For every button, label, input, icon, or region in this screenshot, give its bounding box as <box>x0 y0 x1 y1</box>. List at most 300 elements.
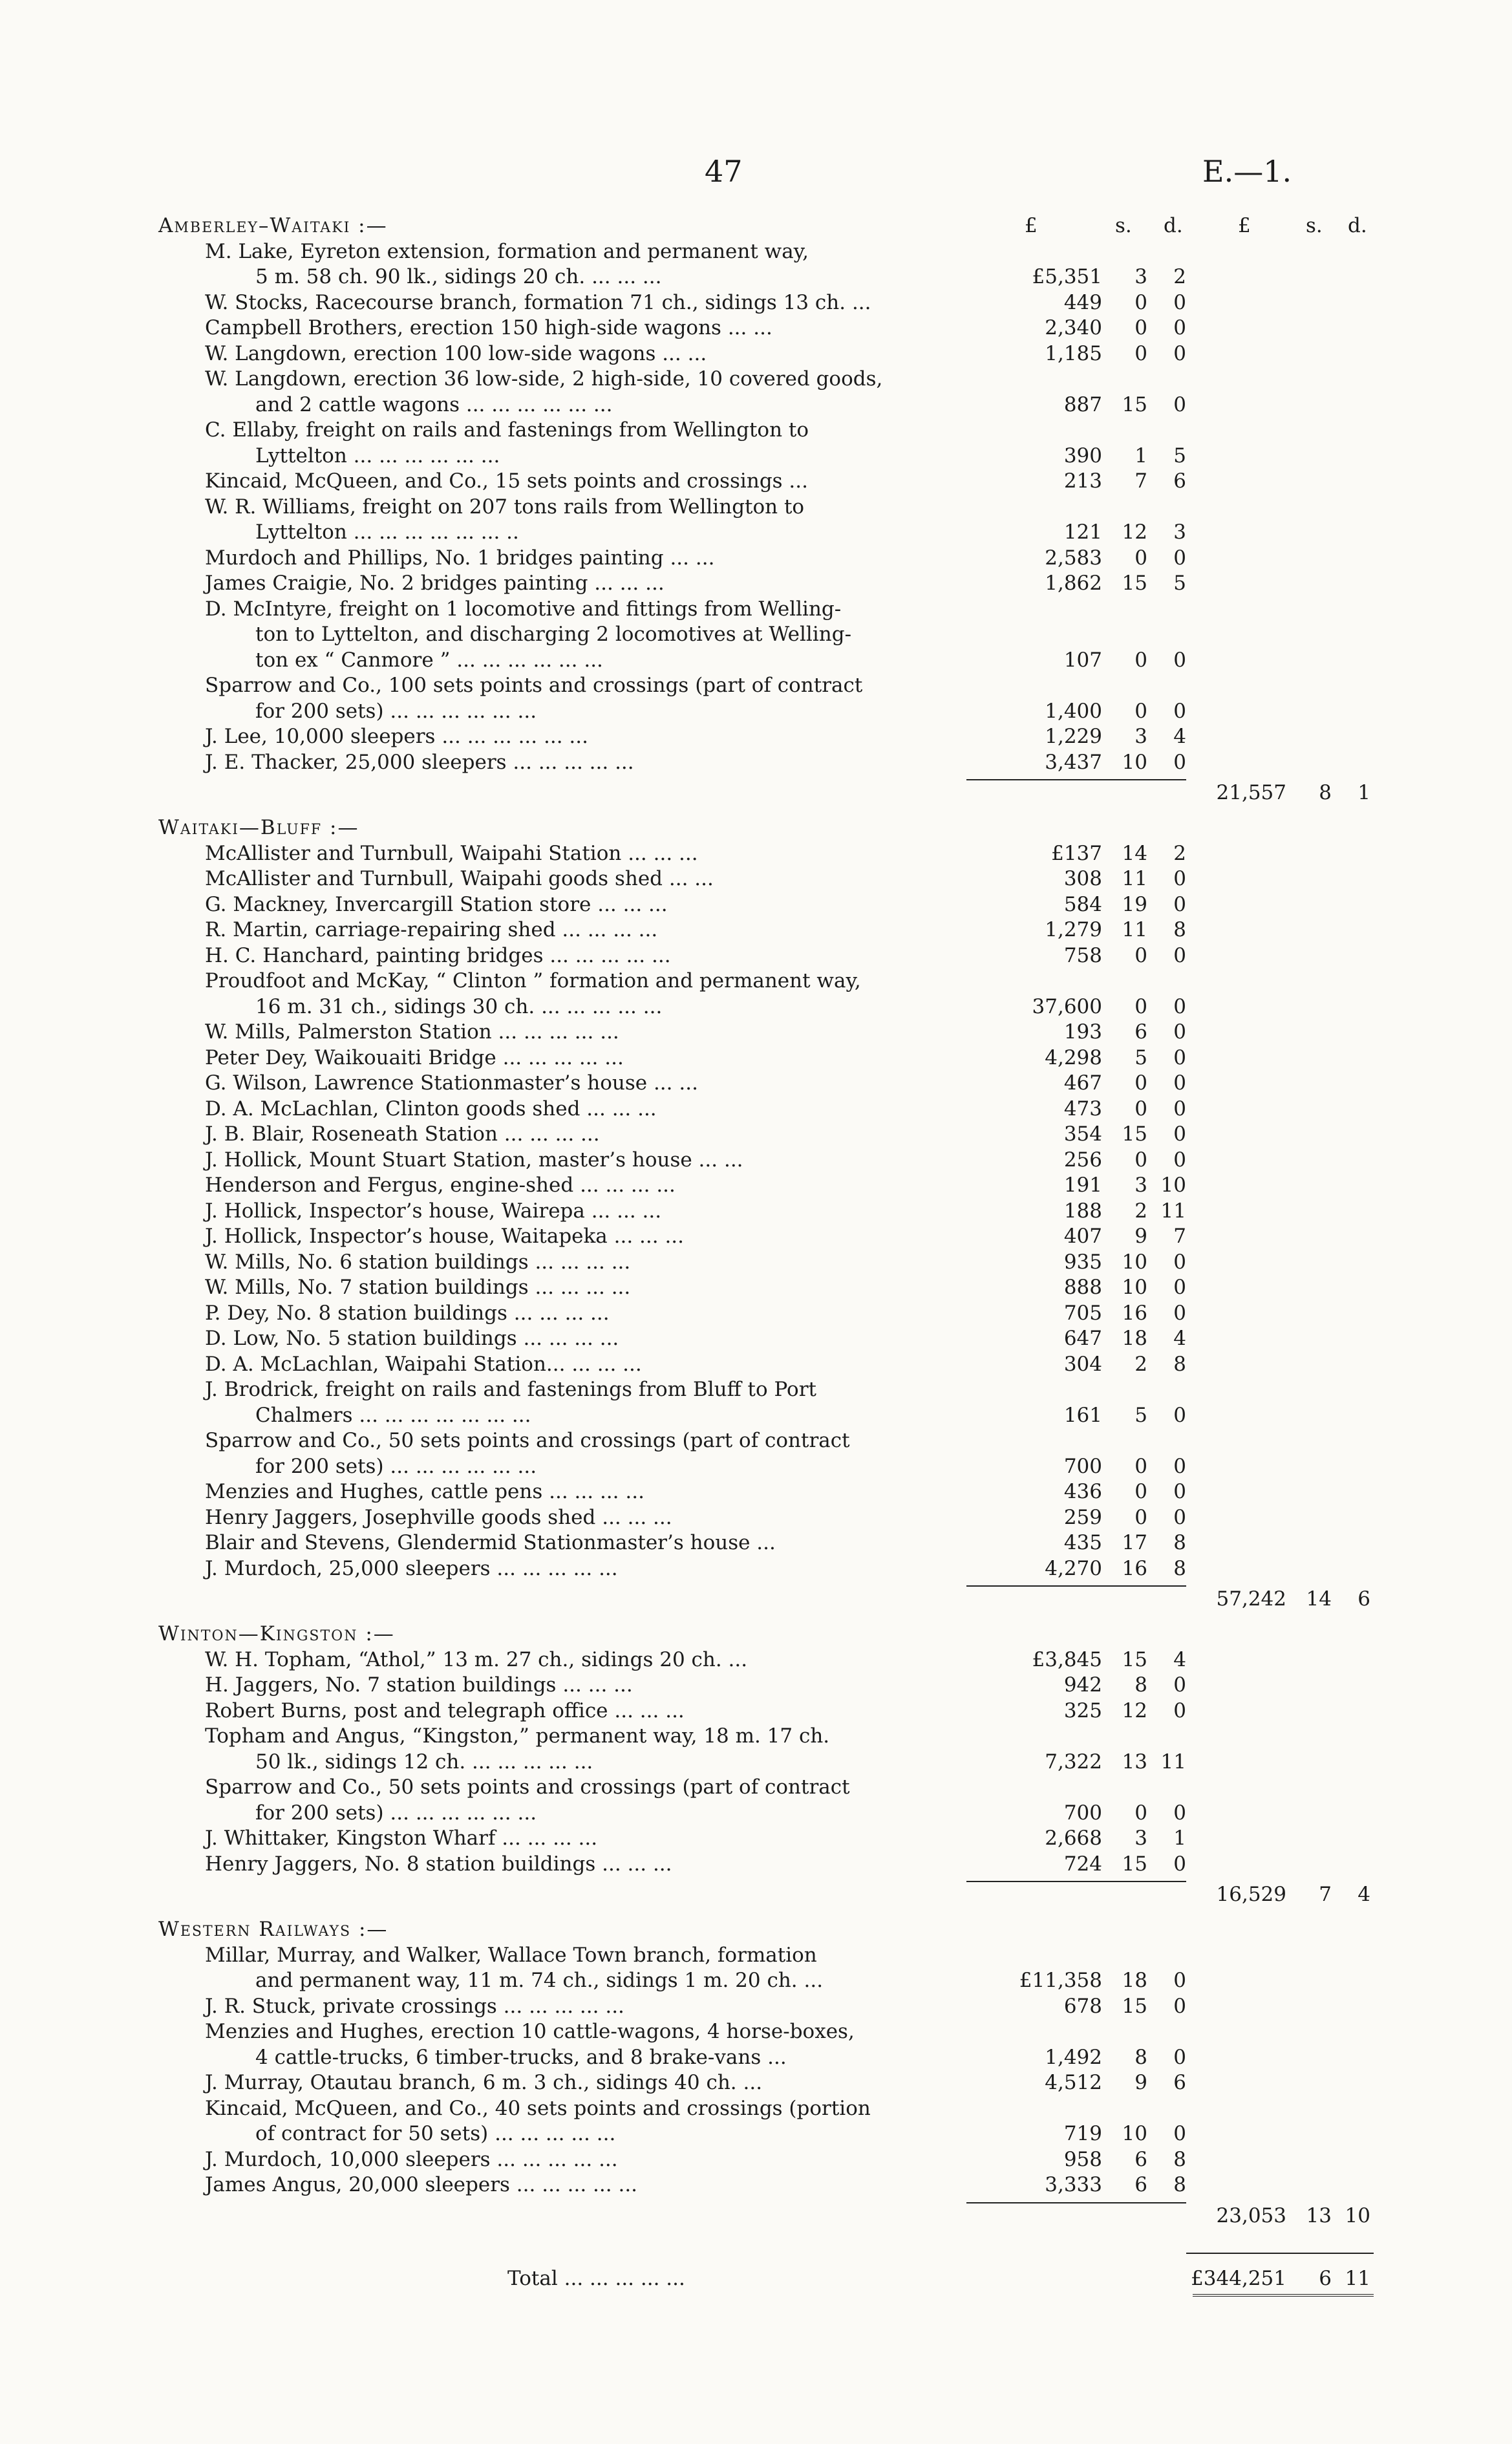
amount-shillings: 0 <box>1134 1097 1147 1120</box>
amount-pounds: 2,668 <box>1045 1827 1102 1850</box>
table-row <box>158 418 1296 469</box>
amount-pounds: £5,351 <box>1032 265 1102 288</box>
subtotal-rule <box>966 779 1186 780</box>
amount-pence: 4 <box>1173 725 1186 748</box>
section-title-text: Winton—Kingston :— <box>158 1622 395 1645</box>
description-line: J. E. Thacker, 25,000 sleepers ... ... ... ... ... <box>205 750 634 774</box>
amount-pounds: 354 <box>1063 1122 1102 1146</box>
amount-pence: 0 <box>1173 1276 1186 1299</box>
amount-shillings: 0 <box>1134 1071 1147 1095</box>
row-amount <box>158 892 1296 918</box>
amount-pence: 0 <box>1173 1250 1186 1274</box>
subtotal-shillings: 8 <box>1319 781 1332 804</box>
amount-shillings: 1 <box>1134 444 1147 467</box>
amount-shillings: 14 <box>1122 841 1147 865</box>
amount-shillings: 17 <box>1122 1531 1147 1554</box>
description-line: J. Hollick, Inspector’s house, Waitapeka ... ... ... <box>205 1225 685 1248</box>
amount-pence: 5 <box>1173 572 1186 595</box>
description-line: Topham and Angus, “Kingston,” permanent way, 18 m. 17 ch. <box>205 1724 830 1748</box>
description-line: Menzies and Hughes, cattle pens ... ... ... ... <box>205 1480 644 1503</box>
row-amount <box>158 1994 1296 2020</box>
amount-pence: 0 <box>1173 546 1186 570</box>
amount-pence: 8 <box>1173 2173 1186 2196</box>
description-line: H. C. Hanchard, painting bridges ... ... ... ... ... <box>205 943 671 967</box>
row-amount <box>158 571 1296 597</box>
row-amount <box>158 1801 1296 1827</box>
table-row <box>158 673 1296 724</box>
amount-pounds: 1,400 <box>1045 699 1102 723</box>
table-row <box>158 943 1296 969</box>
amount-pounds: 37,600 <box>1032 994 1102 1018</box>
amount-pence: 0 <box>1173 1045 1186 1069</box>
description-line: and permanent way, 11 m. 74 ch., sidings 1 m. 20 ch. ... <box>255 1969 824 1992</box>
table-row <box>158 1775 1296 1826</box>
grand-total-row <box>158 2264 1370 2293</box>
amount-pounds: 700 <box>1063 1454 1102 1478</box>
amount-pence: 0 <box>1173 392 1186 416</box>
amount-pence: 0 <box>1173 1403 1186 1427</box>
total-pence-header: d. <box>1348 214 1367 237</box>
row-amount <box>158 1020 1296 1045</box>
description-line: P. Dey, No. 8 station buildings ... ... ... ... <box>205 1301 610 1325</box>
table-row <box>158 316 1296 341</box>
row-amount <box>158 264 1296 290</box>
amount-shillings: 0 <box>1134 648 1147 672</box>
amount-shillings: 5 <box>1134 1403 1147 1427</box>
amount-pence: 0 <box>1173 1071 1186 1095</box>
table-row <box>158 495 1296 546</box>
amount-pence: 0 <box>1173 648 1186 672</box>
amount-pence: 1 <box>1173 1827 1186 1850</box>
description-line: ton to Lyttelton, and discharging 2 locomotives at Welling- <box>255 623 852 646</box>
amount-pounds: 4,512 <box>1045 2071 1102 2094</box>
row-amount <box>158 1454 1296 1480</box>
amount-pence: 4 <box>1173 1327 1186 1350</box>
subtotal-shillings: 13 <box>1306 2203 1332 2227</box>
subtotal-pounds: 16,529 <box>1216 1883 1286 1906</box>
table-row <box>158 239 1296 290</box>
amount-shillings: 9 <box>1134 2071 1147 2094</box>
amount-shillings: 18 <box>1122 1327 1147 1350</box>
row-amount <box>158 2147 1296 2173</box>
amount-pounds: 1,229 <box>1045 725 1102 748</box>
amount-shillings: 0 <box>1134 994 1147 1018</box>
total-pence: 11 <box>1345 2266 1370 2290</box>
amount-shillings: 3 <box>1134 265 1147 288</box>
amount-pounds: 4,270 <box>1045 1556 1102 1580</box>
amount-shillings: 0 <box>1134 1148 1147 1172</box>
amount-pence: 0 <box>1173 994 1186 1018</box>
table-row <box>158 1428 1296 1479</box>
row-amount <box>158 699 1296 725</box>
description-line: Henry Jaggers, No. 8 station buildings ... ... ... <box>205 1852 672 1876</box>
row-amount <box>158 841 1296 867</box>
row-amount <box>158 866 1296 892</box>
page-number: 47 <box>705 154 743 189</box>
total-shillings: 6 <box>1319 2266 1332 2290</box>
amount-pence: 0 <box>1173 1852 1186 1876</box>
row-amount <box>158 750 1296 776</box>
amount-pounds: 3,437 <box>1045 750 1102 774</box>
description-line: Peter Dey, Waikouaiti Bridge ... ... ... ... ... <box>205 1045 624 1069</box>
amount-pounds: 1,185 <box>1045 341 1102 365</box>
description-line: C. Ellaby, freight on rails and fastenings from Wellington to <box>205 418 809 442</box>
description-line: D. Low, No. 5 station buildings ... ... ... ... <box>205 1327 619 1350</box>
description-line: Henry Jaggers, Josephville goods shed ... ... ... <box>205 1505 672 1529</box>
row-amount <box>158 1403 1296 1429</box>
row-amount <box>158 341 1296 367</box>
section-title <box>158 1917 1296 1943</box>
amount-pence: 8 <box>1173 918 1186 941</box>
row-amount <box>158 469 1296 495</box>
row-amount <box>158 1673 1296 1699</box>
amount-shillings: 6 <box>1134 2147 1147 2171</box>
row-amount <box>158 520 1296 546</box>
amount-shillings: 8 <box>1134 2045 1147 2069</box>
row-amount <box>158 1556 1296 1582</box>
amount-shillings: 16 <box>1122 1556 1147 1580</box>
table-row <box>158 1556 1296 1582</box>
subtotal-pence: 10 <box>1345 2203 1370 2227</box>
subtotal-pounds: 57,242 <box>1216 1587 1286 1611</box>
total-pounds: £344,251 <box>1191 2266 1286 2290</box>
amount-pence: 0 <box>1173 1097 1186 1120</box>
amount-pence: 0 <box>1173 867 1186 890</box>
amount-pounds: 188 <box>1063 1199 1102 1223</box>
table-row <box>158 724 1296 750</box>
subtotal-pence: 1 <box>1358 781 1370 804</box>
row-amount <box>158 1968 1296 1994</box>
table-row <box>158 841 1296 867</box>
amount-shillings: 0 <box>1134 290 1147 314</box>
description-line: for 200 sets) ... ... ... ... ... ... <box>255 1454 537 1478</box>
description-line: W. Mills, No. 6 station buildings ... ... ... ... <box>205 1250 631 1274</box>
description-line: McAllister and Turnbull, Waipahi goods shed ... ... <box>205 867 714 890</box>
amount-pence: 6 <box>1173 469 1186 493</box>
table-row <box>158 1352 1296 1378</box>
section-1 <box>158 213 1370 815</box>
table-row <box>158 2070 1296 2096</box>
amount-shillings: 13 <box>1122 1750 1147 1774</box>
amount-pounds: 4,298 <box>1045 1045 1102 1069</box>
amount-pence: 3 <box>1173 520 1186 544</box>
amount-pence: 6 <box>1173 2071 1186 2094</box>
row-amount <box>158 290 1296 316</box>
amount-shillings: 3 <box>1134 1827 1147 1850</box>
amount-pounds: 467 <box>1063 1071 1102 1095</box>
amount-pence: 0 <box>1173 1122 1186 1146</box>
description-line: James Angus, 20,000 sleepers ... ... ... ... ... <box>205 2173 638 2196</box>
amount-shillings: 10 <box>1122 2122 1147 2145</box>
amount-pence: 0 <box>1173 1673 1186 1697</box>
table-row <box>158 1326 1296 1352</box>
description-line: W. Mills, No. 7 station buildings ... ... ... ... <box>205 1276 631 1299</box>
amount-shillings: 2 <box>1134 1352 1147 1376</box>
amount-pence: 0 <box>1173 316 1186 339</box>
description-line: Campbell Brothers, erection 150 high-side wagons ... ... <box>205 316 772 339</box>
section-subtotal <box>158 1877 1370 1917</box>
amount-pounds: 888 <box>1063 1276 1102 1299</box>
subtotal-pounds: 23,053 <box>1216 2203 1286 2227</box>
amount-shillings: 10 <box>1122 1250 1147 1274</box>
expenditure-table <box>158 213 1370 2293</box>
amount-pence: 0 <box>1173 1454 1186 1478</box>
section-title-text: Waitaki—Bluff :— <box>158 816 359 839</box>
section-title-text: Western Railways :— <box>158 1918 389 1941</box>
row-amount <box>158 1826 1296 1852</box>
table-row <box>158 1045 1296 1071</box>
row-amount <box>158 943 1296 969</box>
table-row <box>158 1071 1296 1097</box>
amount-pounds: 2,583 <box>1045 546 1102 570</box>
amount-shillings: 15 <box>1122 1122 1147 1146</box>
amount-pence: 0 <box>1173 1148 1186 1172</box>
section-subtotal <box>158 2198 1370 2238</box>
row-amount <box>158 316 1296 341</box>
table-row <box>158 1173 1296 1199</box>
amount-pence: 11 <box>1160 1750 1186 1774</box>
amount-pounds: 436 <box>1063 1480 1102 1503</box>
amount-shillings: 7 <box>1134 469 1147 493</box>
amount-pounds: 758 <box>1063 943 1102 967</box>
amount-pence: 0 <box>1173 750 1186 774</box>
table-row <box>158 969 1296 1020</box>
table-row <box>158 1647 1296 1673</box>
amount-pounds: 390 <box>1063 444 1102 467</box>
amount-pence: 0 <box>1173 1969 1186 1992</box>
amount-pounds: 259 <box>1063 1505 1102 1529</box>
description-line: and 2 cattle wagons ... ... ... ... ... ... <box>255 392 613 416</box>
description-line: J. Murdoch, 10,000 sleepers ... ... ... ... ... <box>205 2147 618 2171</box>
row-amount <box>158 1045 1296 1071</box>
amount-shillings: 6 <box>1134 1020 1147 1044</box>
amount-pounds: 958 <box>1063 2147 1102 2171</box>
amount-pence: 0 <box>1173 892 1186 916</box>
row-amount <box>158 2172 1296 2198</box>
description-line: W. Langdown, erection 100 low-side wagons ... ... <box>205 341 707 365</box>
description-line: W. Langdown, erection 36 low-side, 2 high-side, 10 covered goods, <box>205 367 883 391</box>
description-line: Proudfoot and McKay, “ Clinton ” formation and permanent way, <box>205 969 861 992</box>
row-amount <box>158 1852 1296 1878</box>
subtotal-pence: 6 <box>1358 1587 1370 1611</box>
amount-shillings: 12 <box>1122 1699 1147 1722</box>
amount-shillings: 3 <box>1134 725 1147 748</box>
subtotal-pence: 4 <box>1358 1883 1370 1906</box>
table-row <box>158 1148 1296 1174</box>
description-line: Lyttelton ... ... ... ... ... ... .. <box>255 520 519 544</box>
description-line: Sparrow and Co., 100 sets points and crossings (part of contract <box>205 674 863 697</box>
subtotal-shillings: 14 <box>1306 1587 1332 1611</box>
amount-pounds: 935 <box>1063 1250 1102 1274</box>
table-row <box>158 367 1296 418</box>
table-row <box>158 1699 1296 1724</box>
row-amount <box>158 1352 1296 1378</box>
amount-pounds: £11,358 <box>1019 1969 1102 1992</box>
amount-pence: 8 <box>1173 1556 1186 1580</box>
description-line: for 200 sets) ... ... ... ... ... ... <box>255 1801 537 1825</box>
amount-shillings: 6 <box>1134 2173 1147 2196</box>
row-amount <box>158 1148 1296 1174</box>
row-amount <box>158 1530 1296 1556</box>
amount-shillings: 0 <box>1134 316 1147 339</box>
table-row <box>158 892 1296 918</box>
amount-shillings: 0 <box>1134 1801 1147 1825</box>
description-line: ton ex “ Canmore ” ... ... ... ... ... ... <box>255 648 603 672</box>
row-amount <box>158 1750 1296 1775</box>
total-shillings-header: s. <box>1306 214 1323 237</box>
table-row <box>158 1673 1296 1699</box>
table-row <box>158 866 1296 892</box>
table-row <box>158 1020 1296 1045</box>
table-row <box>158 546 1296 572</box>
table-row <box>158 1377 1296 1428</box>
row-amount <box>158 1071 1296 1097</box>
description-line: Sparrow and Co., 50 sets points and crossings (part of contract <box>205 1429 850 1452</box>
section-title-text: Amberley–Waitaki :— <box>158 214 388 237</box>
row-amount <box>158 1326 1296 1352</box>
table-row <box>158 571 1296 597</box>
amount-pounds: £137 <box>1051 841 1102 865</box>
amount-shillings: 15 <box>1122 1852 1147 1876</box>
description-line: J. Lee, 10,000 sleepers ... ... ... ... ... ... <box>205 725 588 748</box>
table-row <box>158 1224 1296 1250</box>
amount-pence: 0 <box>1173 2122 1186 2145</box>
description-line: J. R. Stuck, private crossings ... ... ... ... ... <box>205 1994 624 2018</box>
amount-pence: 0 <box>1173 1801 1186 1825</box>
table-row <box>158 2147 1296 2173</box>
section-subtotal <box>158 775 1370 815</box>
table-row <box>158 1530 1296 1556</box>
row-amount <box>158 724 1296 750</box>
section-2 <box>158 815 1370 1622</box>
amount-pounds: 161 <box>1063 1403 1102 1427</box>
total-rule <box>1186 2253 1374 2254</box>
table-row <box>158 750 1296 776</box>
document-code: E.—1. <box>1202 154 1292 189</box>
amount-pence: 10 <box>1160 1174 1186 1197</box>
amount-shillings: 15 <box>1122 392 1147 416</box>
table-row <box>158 2019 1296 2070</box>
description-line: J. Murdoch, 25,000 sleepers ... ... ... ... ... <box>205 1556 618 1580</box>
table-row <box>158 2172 1296 2198</box>
table-row <box>158 1097 1296 1122</box>
description-line: Kincaid, McQueen, and Co., 40 sets points and crossings (portion <box>205 2096 871 2120</box>
amount-shillings: 0 <box>1134 1480 1147 1503</box>
table-row <box>158 1301 1296 1327</box>
table-row <box>158 1505 1296 1531</box>
amount-shillings: 15 <box>1122 1994 1147 2018</box>
amount-shillings: 5 <box>1134 1045 1147 1069</box>
row-amount <box>158 1647 1296 1673</box>
section-title <box>158 1622 1296 1647</box>
description-line: R. Martin, carriage-repairing shed ... ... ... ... <box>205 918 658 941</box>
description-line: Henderson and Fergus, engine-shed ... ... ... ... <box>205 1174 676 1197</box>
subtotal-rule <box>966 1585 1186 1587</box>
amount-pence: 0 <box>1173 341 1186 365</box>
row-amount <box>158 1122 1296 1148</box>
subtotal-shillings: 7 <box>1319 1883 1332 1906</box>
description-line: Millar, Murray, and Walker, Wallace Town branch, formation <box>205 1943 817 1967</box>
description-line: Lyttelton ... ... ... ... ... ... <box>255 444 500 467</box>
amount-pence: 5 <box>1173 444 1186 467</box>
description-line: H. Jaggers, No. 7 station buildings ... ... ... <box>205 1673 633 1697</box>
amount-pounds: 584 <box>1063 892 1102 916</box>
description-line: McAllister and Turnbull, Waipahi Station ... ... ... <box>205 841 698 865</box>
amount-pounds: 942 <box>1063 1673 1102 1697</box>
amount-pence: 0 <box>1173 1994 1186 2018</box>
description-line: J. Hollick, Mount Stuart Station, master’s house ... ... <box>205 1148 743 1172</box>
table-row <box>158 1994 1296 2020</box>
amount-pounds: 435 <box>1063 1531 1102 1554</box>
pence-header: d. <box>1164 214 1183 237</box>
description-line: G. Mackney, Invercargill Station store ... ... ... <box>205 892 668 916</box>
amount-pounds: 473 <box>1063 1097 1102 1120</box>
table-row <box>158 469 1296 495</box>
row-amount <box>158 1301 1296 1327</box>
description-line: 5 m. 58 ch. 90 lk., sidings 20 ch. ... ... ... <box>255 265 662 288</box>
total-double-rule <box>1193 2294 1374 2299</box>
amount-shillings: 0 <box>1134 943 1147 967</box>
description-line: Chalmers ... ... ... ... ... ... ... <box>255 1403 531 1427</box>
amount-pounds: 724 <box>1063 1852 1102 1876</box>
amount-shillings: 19 <box>1122 892 1147 916</box>
row-amount <box>158 1224 1296 1250</box>
amount-pounds: 3,333 <box>1045 2173 1102 2196</box>
row-amount <box>158 994 1296 1020</box>
amount-pounds: 705 <box>1063 1301 1102 1325</box>
description-line: D. A. McLachlan, Waipahi Station... ... ... ... <box>205 1352 642 1376</box>
amount-pence: 0 <box>1173 290 1186 314</box>
amount-shillings: 0 <box>1134 1505 1147 1529</box>
description-line: J. Hollick, Inspector’s house, Wairepa ... ... ... <box>205 1199 662 1223</box>
amount-pounds: 213 <box>1063 469 1102 493</box>
section-4 <box>158 1917 1370 2238</box>
description-line: Menzies and Hughes, erection 10 cattle-wagons, 4 horse-boxes, <box>205 2020 855 2043</box>
amount-pounds: 7,322 <box>1045 1750 1102 1774</box>
amount-pounds: 887 <box>1063 392 1102 416</box>
amount-pounds: 325 <box>1063 1699 1102 1722</box>
row-amount <box>158 444 1296 469</box>
amount-pounds: 678 <box>1063 1994 1102 2018</box>
table-row <box>158 1122 1296 1148</box>
description-line: J. B. Blair, Roseneath Station ... ... ... ... <box>205 1122 600 1146</box>
description-line: D. A. McLachlan, Clinton goods shed ... ... ... <box>205 1097 657 1120</box>
amount-pence: 0 <box>1173 1301 1186 1325</box>
subtotal-rule <box>966 1881 1186 1882</box>
amount-shillings: 0 <box>1134 699 1147 723</box>
amount-pounds: 121 <box>1063 520 1102 544</box>
description-line: James Craigie, No. 2 bridges painting ... ... ... <box>205 572 665 595</box>
description-line: Kincaid, McQueen, and Co., 15 sets points and crossings ... <box>205 469 808 493</box>
row-amount <box>158 1479 1296 1505</box>
total-pounds-header: £ <box>1238 214 1251 237</box>
amount-pounds: 700 <box>1063 1801 1102 1825</box>
section-title <box>158 815 1296 841</box>
row-amount <box>158 1250 1296 1276</box>
section-3 <box>158 1622 1370 1917</box>
amount-shillings: 10 <box>1122 1276 1147 1299</box>
amount-shillings: 0 <box>1134 546 1147 570</box>
table-row <box>158 597 1296 674</box>
amount-shillings: 18 <box>1122 1969 1147 1992</box>
amount-pounds: 1,492 <box>1045 2045 1102 2069</box>
amount-pounds: 308 <box>1063 867 1102 890</box>
amount-pounds: 191 <box>1063 1174 1102 1197</box>
table-row <box>158 1826 1296 1852</box>
amount-shillings: 8 <box>1134 1673 1147 1697</box>
amount-pence: 4 <box>1173 1647 1186 1671</box>
description-line: 4 cattle-trucks, 6 timber-trucks, and 8 brake-vans ... <box>255 2045 787 2069</box>
